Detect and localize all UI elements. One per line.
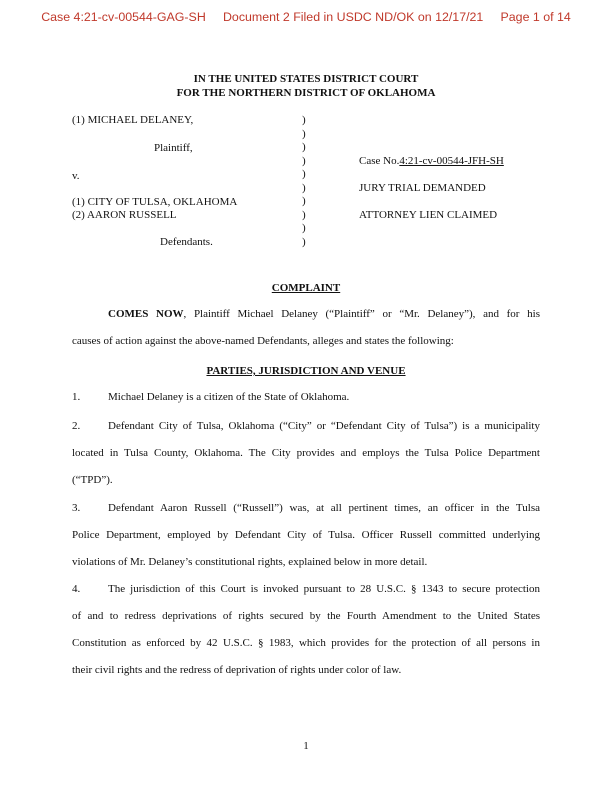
complaint-title: COMPLAINT xyxy=(271,282,341,294)
paren: ) xyxy=(302,222,306,234)
paragraph-number: 1. xyxy=(72,391,81,403)
paragraph-number: 4. xyxy=(72,583,81,595)
case-number-label: Case No. xyxy=(359,155,400,167)
paren: ) xyxy=(302,127,306,140)
paren: ) xyxy=(302,114,306,126)
court-line-2: FOR THE NORTHERN DISTRICT OF OKLAHOMA xyxy=(176,87,436,99)
case-number xyxy=(359,155,504,167)
page-number: 1 xyxy=(303,740,309,752)
paragraph-3: 3. Defendant Aaron Russell (“Russell”) was, at all pertinent times, an officer in the Tulsa Police Department, employed by Defendant City of Tulsa. Officer Russell committed underlying violations of Mr. Delaney’s constitutional rights, explained below in more detail. xyxy=(72,495,540,576)
paren: ) xyxy=(302,181,306,194)
paren: ) xyxy=(302,154,306,167)
case-number-value: 4:21-cv-00544-JFH-SH xyxy=(399,155,504,167)
plaintiff-name: (1) MICHAEL DELANEY, xyxy=(72,114,194,126)
versus: v. xyxy=(72,170,80,182)
court-line-1: IN THE UNITED STATES DISTRICT COURT xyxy=(193,73,419,85)
paren: ) xyxy=(302,208,306,221)
section-title-parties: PARTIES, JURISDICTION AND VENUE xyxy=(206,365,406,377)
paren: ) xyxy=(302,168,306,180)
plaintiff-label: Plaintiff, xyxy=(154,142,193,154)
paragraph-4: 4. The jurisdiction of this Court is invoked pursuant to 28 U.S.C. § 1343 to secure protection of and to redress deprivations of rights secured by the Fourth Amendment to the United States Constitution as enforced by 42 U.S.C. § 1983, which provides for the protection of all persons in their civil rights and the redress of deprivation of rights under color of law. xyxy=(72,576,540,684)
paragraph-number: 3. xyxy=(72,502,81,514)
attorney-lien-claimed: ATTORNEY LIEN CLAIMED xyxy=(359,209,498,221)
paren: ) xyxy=(302,235,306,248)
paren: ) xyxy=(302,195,306,207)
intro-line-1: COMES NOW, Plaintiff Michael Delaney (“Plaintiff” or “Mr. Delaney”), and for his xyxy=(108,308,540,320)
intro-paragraph xyxy=(72,301,540,355)
defendants-label: Defendants. xyxy=(160,236,213,248)
court-heading xyxy=(0,72,612,100)
jury-trial-demanded: JURY TRIAL DEMANDED xyxy=(359,182,486,194)
defendant-2: (2) AARON RUSSELL xyxy=(72,209,177,221)
filing-header: Case 4:21-cv-00544-GAG-SH Document 2 Filed in USDC ND/OK on 12/17/21 Page 1 of 14 xyxy=(41,10,571,24)
paragraph-number: 2. xyxy=(72,420,81,432)
paragraph-1: 1. Michael Delaney is a citizen of the State of Oklahoma. xyxy=(72,384,540,411)
defendant-1: (1) CITY OF TULSA, OKLAHOMA xyxy=(72,196,238,208)
paragraph-2: 2. Defendant City of Tulsa, Oklahoma (“City” or “Defendant City of Tulsa”) is a municipality located in Tulsa County, Oklahoma. The City provides and employs the Tulsa Police Department (“TPD”). xyxy=(72,413,540,494)
paren: ) xyxy=(302,141,306,153)
intro-line-2: causes of action against the above-named Defendants, alleges and states the following: xyxy=(72,335,454,347)
comes-now: COMES NOW xyxy=(108,308,184,320)
